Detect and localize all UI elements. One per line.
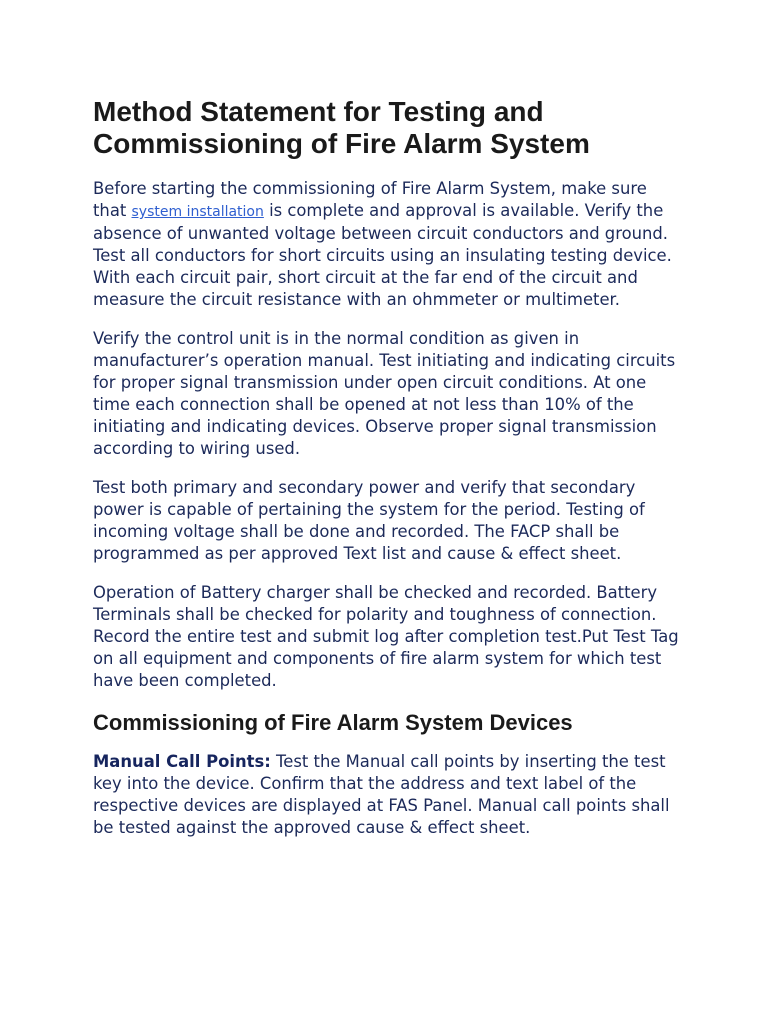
power-paragraph: Test both primary and secondary power and verify that secondary power is capable of pertaining the system for the period. Testing of incoming voltage shall be done and recorded. The FACP shall be programmed as per approved Text list and cause & effect sheet. xyxy=(93,478,645,563)
manual-call-points-text: Test the Manual call points by inserting the test key into the device. Confirm that the address and text label of the respective devices are displayed at FAS Panel. Manual call points shall be tested against the approved cause & effect sheet. xyxy=(93,752,670,837)
section-heading: Commissioning of Fire Alarm System Devices xyxy=(93,710,573,735)
intro-paragraph xyxy=(93,178,683,311)
battery-paragraph: Operation of Battery charger shall be checked and recorded. Battery Terminals shall be checked for polarity and toughness of connection. Record the entire test and submit log after completion test.Put Test Tag on all equipment and components of fire alarm system for which test have been completed. xyxy=(93,583,679,690)
manual-call-points-term: Manual Call Points: xyxy=(93,752,271,771)
page-title: Method Statement for Testing and Commissioning of Fire Alarm System xyxy=(93,96,590,159)
document-page xyxy=(93,96,683,856)
intro-text-end: is complete and approval is available. Verify the absence of unwanted voltage between circuit conductors and ground. Test all conductors for short circuits using an insulating testing device. With each circuit pair, short circuit at the far end of the circuit and measure the circuit resistance with an ohmmeter or multimeter. xyxy=(93,201,672,309)
intro-text-start: Before starting the commissioning of Fire Alarm System, make sure that xyxy=(93,179,647,220)
control-unit-paragraph: Verify the control unit is in the normal condition as given in manufacturer’s operation manual. Test initiating and indicating circuits for proper signal transmission under open circuit conditions. At one time each connection shall be opened at not less than 10% of the initiating and indicating devices. Observe proper signal transmission according to wiring used. xyxy=(93,329,676,458)
manual-call-points-paragraph xyxy=(93,751,683,839)
system-installation-link[interactable]: system installation xyxy=(131,204,264,220)
